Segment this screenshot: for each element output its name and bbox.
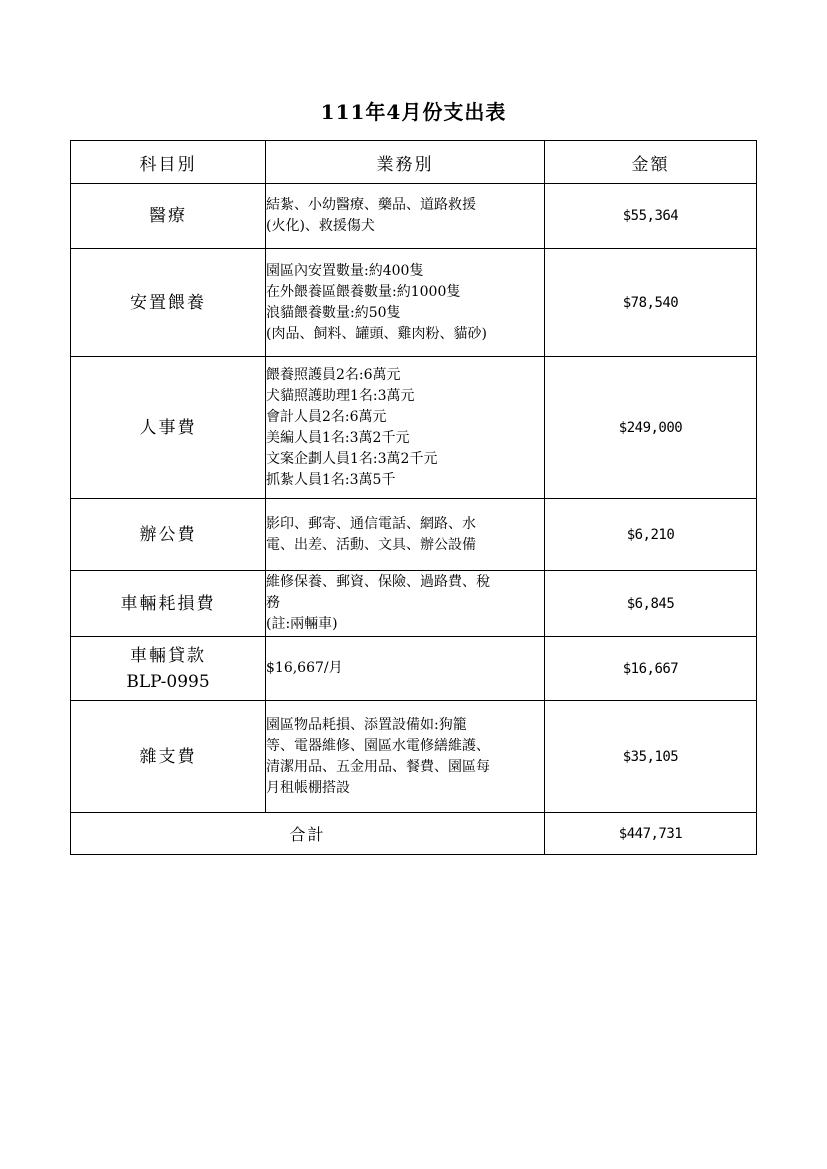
description-line: (肉品、飼料、罐頭、雞肉粉、貓砂) [266,325,487,342]
row-category: 雜支費 [71,701,266,813]
row-description [266,701,545,813]
row-category [71,637,266,701]
description-line: 美編人員1名:3萬2千元 [266,429,410,446]
row-amount: $6,845 [545,571,757,637]
description-line: 電、出差、活動、文具、辦公設備 [266,536,476,553]
row-description [266,184,545,249]
description-line: 餵養照護員2名:6萬元 [266,366,401,383]
row-description [266,571,545,637]
row-amount: $55,364 [545,184,757,249]
total-amount: $447,731 [545,813,757,855]
table-row [71,499,757,571]
table-row [71,701,757,813]
row-amount: $78,540 [545,249,757,357]
row-category: 辦公費 [71,499,266,571]
row-category: 醫療 [71,184,266,249]
description-line: 維修保養、郵資、保險、過路費、稅 [266,574,490,590]
description-line: 園區物品耗損、添置設備如:狗籠 [266,716,467,733]
table-row [71,249,757,357]
description-line: 務 [266,595,280,611]
table-row [71,637,757,701]
header-category: 科目別 [71,141,266,184]
row-amount: $6,210 [545,499,757,571]
table-row [71,571,757,637]
table-header-row [71,141,757,184]
description-line: (註:兩輛車) [266,616,338,632]
row-amount: $35,105 [545,701,757,813]
category-plate-number: BLP-0995 [126,671,210,692]
row-description [266,637,545,701]
category-name: 車輛貸款 [130,645,206,666]
header-business: 業務別 [266,141,545,184]
row-description [266,357,545,499]
expense-table [70,140,757,855]
row-category: 人事費 [71,357,266,499]
table-row [71,184,757,249]
description-line: $16,667/月 [266,660,343,676]
total-label: 合計 [71,813,545,855]
description-line: (火化)、救援傷犬 [266,218,375,234]
description-line: 浪貓餵養數量:約50隻 [266,304,401,321]
table-row [71,357,757,499]
total-row [71,813,757,855]
description-line: 清潔用品、五金用品、餐費、園區每 [266,758,490,775]
description-line: 月租帳棚搭設 [266,779,350,796]
row-description [266,249,545,357]
row-description [266,499,545,571]
description-line: 在外餵養區餵養數量:約1000隻 [266,283,461,300]
description-line: 影印、郵寄、通信電話、網路、水 [266,515,476,532]
description-line: 等、電器維修、園區水電修繕維護、 [266,737,490,754]
header-amount: 金額 [545,141,757,184]
description-line: 抓紮人員1名:3萬5千 [266,471,396,488]
row-amount: $16,667 [545,637,757,701]
description-line: 結紮、小幼醫療、藥品、道路救援 [266,197,476,213]
description-line: 文案企劃人員1名:3萬2千元 [266,450,438,467]
row-amount: $249,000 [545,357,757,499]
description-line: 犬貓照護助理1名:3萬元 [266,387,415,404]
page-title: 111年4月份支出表 [320,100,507,124]
row-category: 安置餵養 [71,249,266,357]
description-line: 會計人員2名:6萬元 [266,408,387,425]
row-category: 車輛耗損費 [71,571,266,637]
description-line: 園區內安置數量:約400隻 [266,262,424,279]
